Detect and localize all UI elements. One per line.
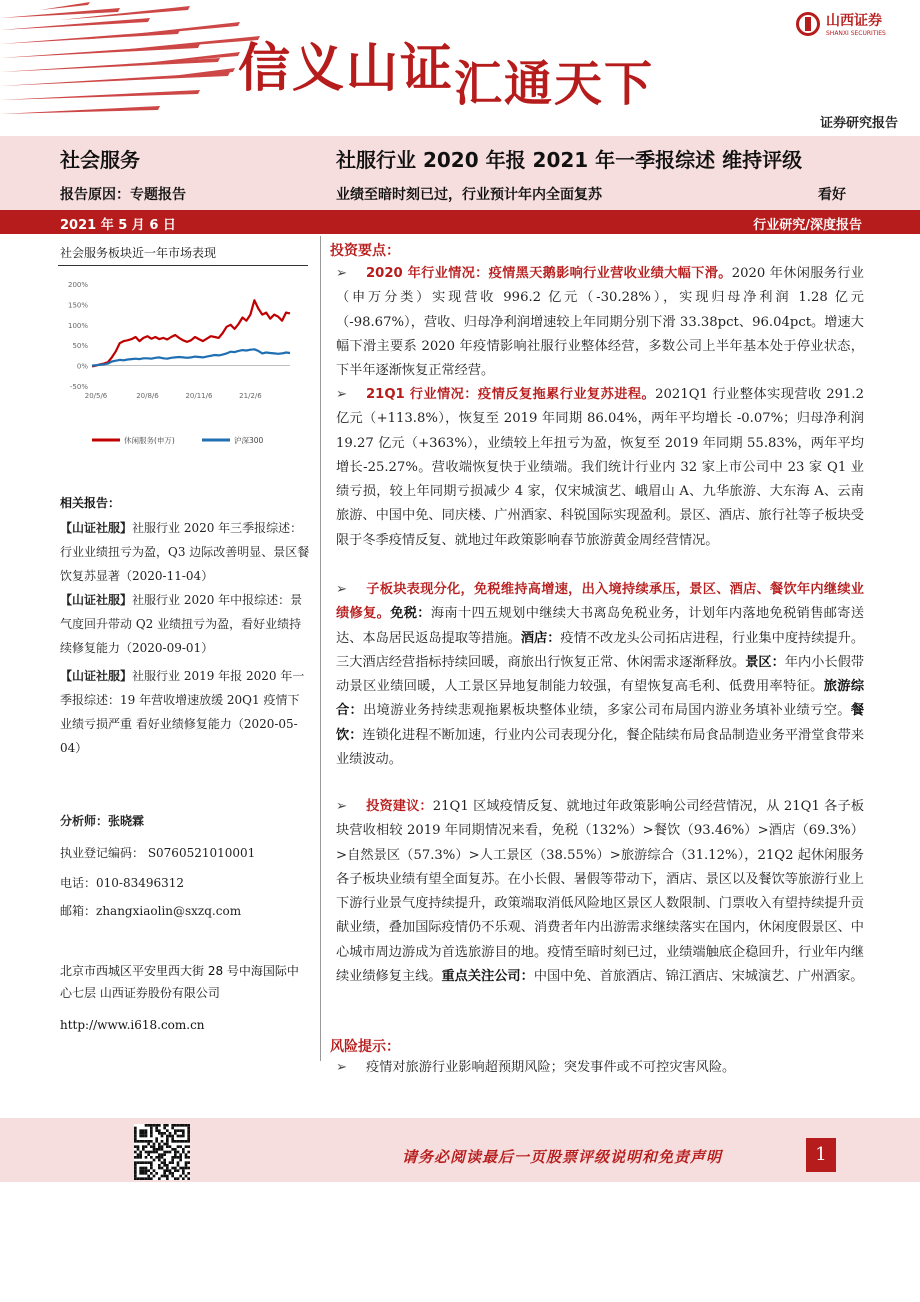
analyst-name: 分析师：张晓霖 <box>60 814 145 828</box>
y-tick-label: -50% <box>69 383 88 391</box>
arrow-icon: ➢ <box>336 1060 348 1075</box>
x-tick-label: 21/2/6 <box>239 392 262 400</box>
arrow-icon: ➢ <box>336 582 348 597</box>
column-divider <box>320 236 321 1061</box>
y-tick-label: 0% <box>76 362 88 371</box>
x-tick-label: 20/5/6 <box>84 392 108 400</box>
qr-code-icon[interactable] <box>134 1124 190 1180</box>
rating-label: 看好 <box>818 187 846 203</box>
market-chart <box>58 272 308 472</box>
title-band <box>0 136 920 210</box>
y-tick-label: 150% <box>67 301 88 310</box>
y-tick-label: 200% <box>67 281 88 289</box>
bullet-investment: ➢ 投资建议：21Q1 区域疫情反复、就地过年政策影响公司经营情况，从 21Q1 各子板块营收相较 2019 年同期情况来看，免税（132%）>餐饮（93.46%）>酒店（69.3%）>自然景区（57.3%）>人工景区（38.55%）>旅游综合（31.12%），21Q2 起休闲服务各子板块业绩有望全面复苏。在小长假、暑假等带动下，酒店、景区以及餐饮等旅游行业上下游行业景气度持续提升，政策端取消低风险地区景区人数限制、门票收入有望持续提升贡献业绩，叠加国际疫情仍不乐观、消费者年内出游需求继续落实在国内，休闲度假景区、中心城市周边游成为首选旅游目的地。疫情至暗时刻已过，业绩端触底企稳回升，行业年内继续业绩修复主线。重点关注公司：中国中免、首旅酒店、锦江酒店、宋城演艺、广州酒家。 <box>336 795 864 989</box>
arrow-icon: ➢ <box>336 799 348 814</box>
chart-rule <box>58 265 308 266</box>
arrow-icon: ➢ <box>336 387 348 402</box>
related-title: 相关报告： <box>60 496 121 510</box>
logo-mark-icon <box>796 12 820 36</box>
page-number: 1 <box>806 1138 836 1172</box>
analyst-phone: 电话：010-83496312 <box>60 876 185 890</box>
related-report-1[interactable]: 【山证社服】社服行业 2020 年三季报综述：行业业绩扭亏为盈，Q3 边际改善明显、景区餐饮复苏显著（2020-11-04） <box>60 521 310 583</box>
arrow-icon: ➢ <box>336 266 348 281</box>
header-banner <box>0 0 920 136</box>
bullet-risk: ➢ 疫情对旅游行业影响超预期风险；突发事件或不可控灾害风险。 <box>336 1056 864 1080</box>
report-type: 证券研究报告 <box>819 116 898 131</box>
market-chart-svg <box>58 272 308 472</box>
date-bar <box>0 210 920 234</box>
highlights-title: 投资要点： <box>330 243 400 259</box>
company-url[interactable]: http://www.i618.com.cn <box>60 1018 205 1032</box>
report-category: 行业研究/深度报告 <box>753 218 862 233</box>
analyst-license: 执业登记编码： S0760521010001 <box>60 846 256 860</box>
legend-label: 休闲服务(申万) <box>124 436 175 445</box>
y-tick-label: 50% <box>72 342 88 351</box>
related-report-3[interactable]: 【山证社服】社服行业 2019 年报 2020 年一季报综述：19 年营收增速放缓 20Q1 疫情下业绩亏损严重 看好业绩修复能力（2020-05-04） <box>60 669 305 755</box>
report-date: 2021 年 5 月 6 日 <box>60 218 176 233</box>
series-line-2 <box>92 349 290 365</box>
slogan: 信义山证汇通天下 <box>238 39 655 112</box>
legend-label: 沪深300 <box>234 436 264 445</box>
related-report-2[interactable]: 【山证社服】社服行业 2020 年中报综述：景气度回升带动 Q2 业绩扭亏为盈，看好业绩持续修复能力（2020-09-01） <box>60 593 303 655</box>
sector-label: 社会服务 <box>60 148 140 172</box>
report-title: 社服行业 2020 年报 2021 年一季报综述 维持评级 <box>336 148 803 172</box>
report-reason: 报告原因：专题报告 <box>60 187 186 203</box>
y-tick-label: 100% <box>67 321 88 330</box>
report-subtitle: 业绩至暗时刻已过，行业预计年内全面复苏 <box>336 187 602 203</box>
analyst-email[interactable]: 邮箱：zhangxiaolin@sxzq.com <box>60 904 242 918</box>
logo-en: SHANXI SECURITIES <box>826 30 886 37</box>
brand-logo <box>796 10 886 37</box>
disclaimer-note: 请务必阅读最后一页股票评级说明和免责声明 <box>402 1148 723 1166</box>
x-tick-label: 20/11/6 <box>185 392 213 400</box>
logo-name: 山西证券 <box>826 13 882 29</box>
company-address: 北京市西城区平安里西大街 28 号中海国际中心七层 山西证券股份有限公司 <box>60 964 299 1000</box>
x-tick-label: 20/8/6 <box>136 392 159 400</box>
risk-title: 风险提示： <box>330 1039 400 1055</box>
bullet-subsectors: ➢ 子板块表现分化，免税维持高增速，出入境持续承压，景区、酒店、餐饮年内继续业绩修复。免税：海南十四五规划中继续大书离岛免税业务，计划年内落地免税销售邮寄送达、本岛居民返岛提取等措施。酒店：疫情不改龙头公司拓店进程，行业集中度持续提升。三大酒店经营指标持续回暖，商旅出行恢复正常、休闲需求逐渐释放。景区：年内小长假带动景区业绩回暖，人工景区异地复制能力较强，有望恢复高毛利、低费用率特征。旅游综合：出境游业务持续悲观拖累板块整体业绩，多家公司布局国内游业务填补业绩亏空。餐饮：连锁化进程不断加速，行业内公司表现分化，餐企陆续布局食品制造业务平滑堂食带来业绩波动。 <box>336 578 864 772</box>
chart-title: 社会服务板块近一年市场表现 <box>60 246 217 260</box>
bullet-2020: ➢ 2020 年行业情况：疫情黑天鹅影响行业营收业绩大幅下滑。2020 年休闲服务行业（申万分类）实现营收 996.2 亿元（-30.28%），实现归母净利润 1.28 亿元（-98.67%），营收、归母净利润增速较上年同期分别下滑 33.38pct、96.04pct。增速大幅下滑主要系 2020 年疫情影响社服行业整体经营，多数公司上半年基本处于停业状态，下半年逐渐恢复正常经营。 <box>336 262 864 383</box>
bullet-21q1: ➢ 21Q1 行业情况：疫情反复拖累行业复苏进程。2021Q1 行业整体实现营收 291.2 亿元（+113.8%），恢复至 2019 年同期 86.04%，两年平均增长 -0.07%；归母净利润 19.27 亿元（+363%），业绩较上年扭亏为盈，恢复至 2019 年同期 55.83%，两年平均增长-25.27%。营收端恢复快于业绩端。我们统计行业内 32 家上市公司中 23 家 Q1 业绩亏损，较上年同期亏损减少 4 家，仅宋城演艺、峨眉山 A、九华旅游、大东海 A、云南旅游、中国中免、同庆楼、广州酒家、科锐国际实现盈利。景区、酒店、旅行社等子板块受限于冬季疫情反复、就地过年政策影响春节旅游黄金周经营情况。 <box>336 383 864 553</box>
